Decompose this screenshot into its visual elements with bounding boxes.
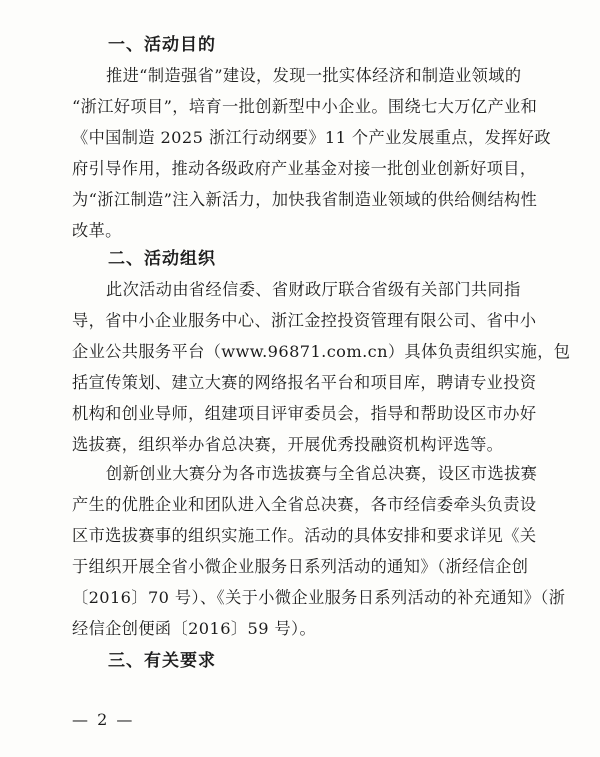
paragraph-line: 此次活动由省经信委、省财政厅联合省级有关部门共同指 (106, 280, 521, 299)
paragraph-line: 经信企创便函〔2016〕59 号）。 (72, 619, 317, 638)
paragraph-line: 机构和创业导师，组建项目评审委员会，指导和帮助设区市办好 (72, 404, 537, 423)
paragraph-line: 产生的优胜企业和团队进入全省总决赛，各市经信委牵头负责设 (72, 495, 537, 514)
section1-heading: 一、活动目的 (108, 35, 216, 55)
section1-paragraph (72, 60, 552, 246)
section2-heading: 二、活动组织 (108, 249, 216, 269)
paragraph-line: 于组织开展全省小微企业服务日系列活动的通知》（浙经信企创 (72, 557, 529, 576)
paragraph-line: 府引导作用，推动各级政府产业基金对接一批创业创新好项目， (72, 159, 537, 178)
page-number: — 2 — (72, 710, 135, 729)
paragraph-line: 为“浙江制造”注入新活力，加快我省制造业领域的供给侧结构性 (72, 190, 538, 209)
paragraph-line: 括宣传策划、建立大赛的网络报名平台和项目库，聘请专业投资 (72, 373, 537, 392)
section3-heading: 三、有关要求 (108, 651, 216, 671)
paragraph-line: 〔2016〕70 号）、《关于小微企业服务日系列活动的补充通知》（浙 (72, 588, 566, 607)
paragraph-line: 区市选拔赛事的组织实施工作。活动的具体安排和要求详见《关 (72, 526, 537, 545)
paragraph-line: 导，省中小企业服务中心、浙江金控投资管理有限公司、省中小 (72, 311, 537, 330)
paragraph-line: 创新创业大赛分为各市选拔赛与全省总决赛，设区市选拔赛 (106, 464, 538, 483)
paragraph-line: 企业公共服务平台（www.96871.com.cn）具体负责组织实施，包 (72, 342, 571, 361)
section2-paragraph-1 (72, 274, 571, 460)
paragraph-line: 选拔赛，组织举办省总决赛，开展优秀投融资机构评选等。 (72, 435, 504, 454)
paragraph-line: “浙江好项目”，培育一批创新型中小企业。围绕七大万亿产业和 (72, 97, 538, 116)
paragraph-line: 推进“制造强省”建设，发现一批实体经济和制造业领域的 (106, 66, 522, 85)
paragraph-line: 《中国制造 2025 浙江行动纲要》11 个产业发展重点，发挥好政 (72, 128, 551, 147)
paragraph-line: 改革。 (72, 221, 122, 240)
section2-paragraph-2 (72, 458, 566, 644)
